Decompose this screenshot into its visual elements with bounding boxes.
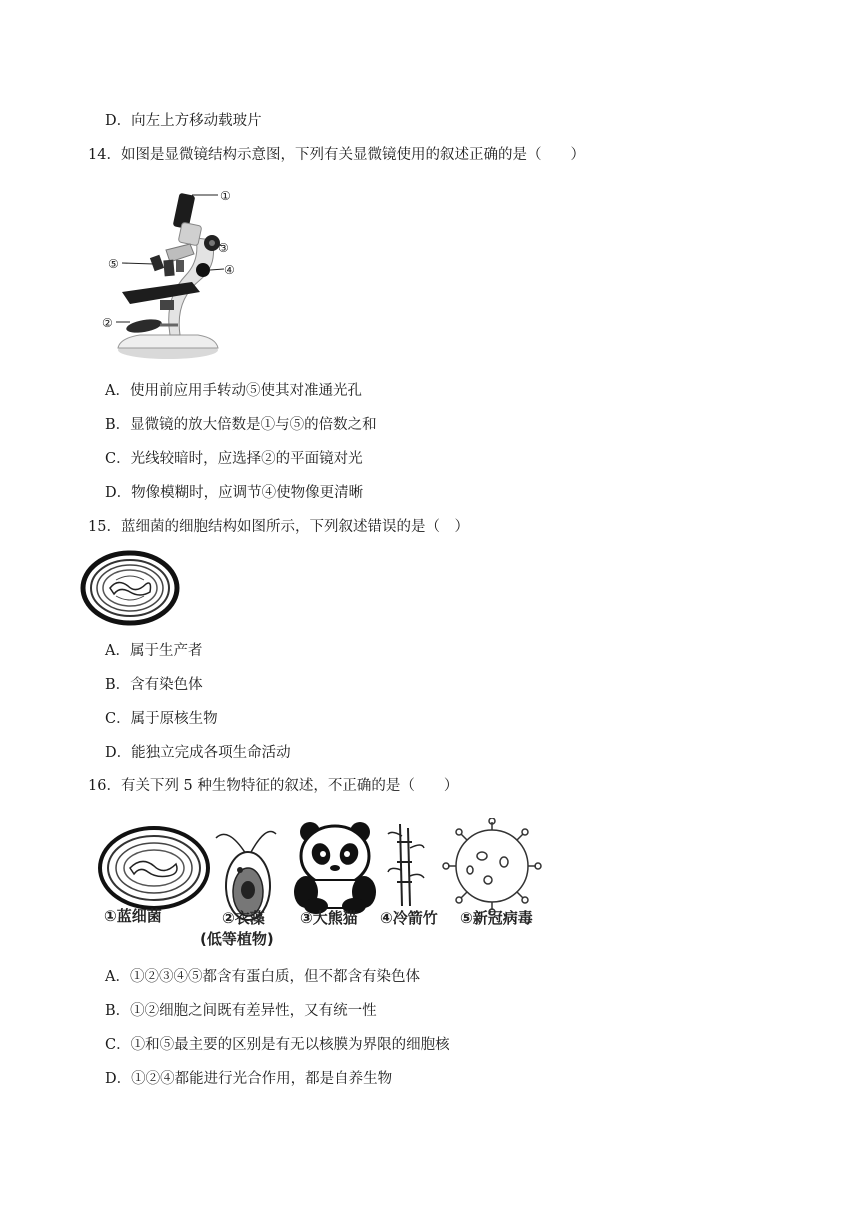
- caption-2-sub: (低等植物): [200, 930, 274, 948]
- caption-1: ①蓝细菌: [104, 907, 162, 925]
- chlamydomonas-icon: [216, 832, 276, 921]
- microscope-figure: [100, 180, 250, 365]
- q14-option-c: C．光线较暗时，应选择②的平面镜对光: [105, 451, 363, 467]
- q15-option-a: A．属于生产者: [105, 643, 203, 659]
- caption-2: ②衣藻: [222, 909, 265, 927]
- q13-option-d: D．向左上方移动载玻片: [105, 113, 262, 129]
- q15-stem: 15．蓝细菌的细胞结构如图所示，下列叙述错误的是（ ）: [88, 519, 469, 535]
- label-4: ④: [224, 263, 235, 277]
- label-2: ②: [102, 316, 113, 330]
- q16-option-b: B．①②细胞之间既有差异性，又有统一性: [105, 1003, 377, 1019]
- q14-option-b: B．显微镜的放大倍数是①与⑤的倍数之和: [105, 417, 377, 433]
- q16-option-a: A．①②③④⑤都含有蛋白质，但不都含有染色体: [105, 969, 420, 985]
- q15-option-d: D．能独立完成各项生命活动: [105, 745, 291, 761]
- q15-option-b: B．含有染色体: [105, 677, 203, 693]
- organisms-figure: [98, 818, 548, 950]
- label-5: ⑤: [108, 257, 119, 271]
- cyanobacteria-figure: [80, 550, 180, 626]
- panda-icon: [294, 822, 376, 914]
- q14-option-a: A．使用前应用手转动⑤使其对准通光孔: [105, 383, 362, 399]
- label-1: ①: [220, 189, 231, 203]
- caption-4: ④冷箭竹: [380, 909, 438, 927]
- bamboo-icon: [388, 824, 424, 906]
- q16-option-c: C．①和⑤最主要的区别是有无以核膜为界限的细胞核: [105, 1037, 450, 1053]
- q16-stem: 16．有关下列 5 种生物特征的叙述，不正确的是（ ）: [88, 778, 459, 794]
- coronavirus-icon: [443, 818, 541, 915]
- q15-option-c: C．属于原核生物: [105, 711, 218, 727]
- q14-stem: 14．如图是显微镜结构示意图，下列有关显微镜使用的叙述正确的是（ ）: [88, 147, 585, 163]
- q14-option-d: D．物像模糊时，应调节④使物像更清晰: [105, 485, 364, 501]
- label-3: ③: [218, 241, 229, 255]
- cyanobacteria-icon: [100, 828, 208, 908]
- q16-option-d: D．①②④都能进行光合作用，都是自养生物: [105, 1071, 393, 1087]
- caption-5: ⑤新冠病毒: [460, 909, 533, 927]
- caption-3: ③大熊猫: [300, 909, 358, 927]
